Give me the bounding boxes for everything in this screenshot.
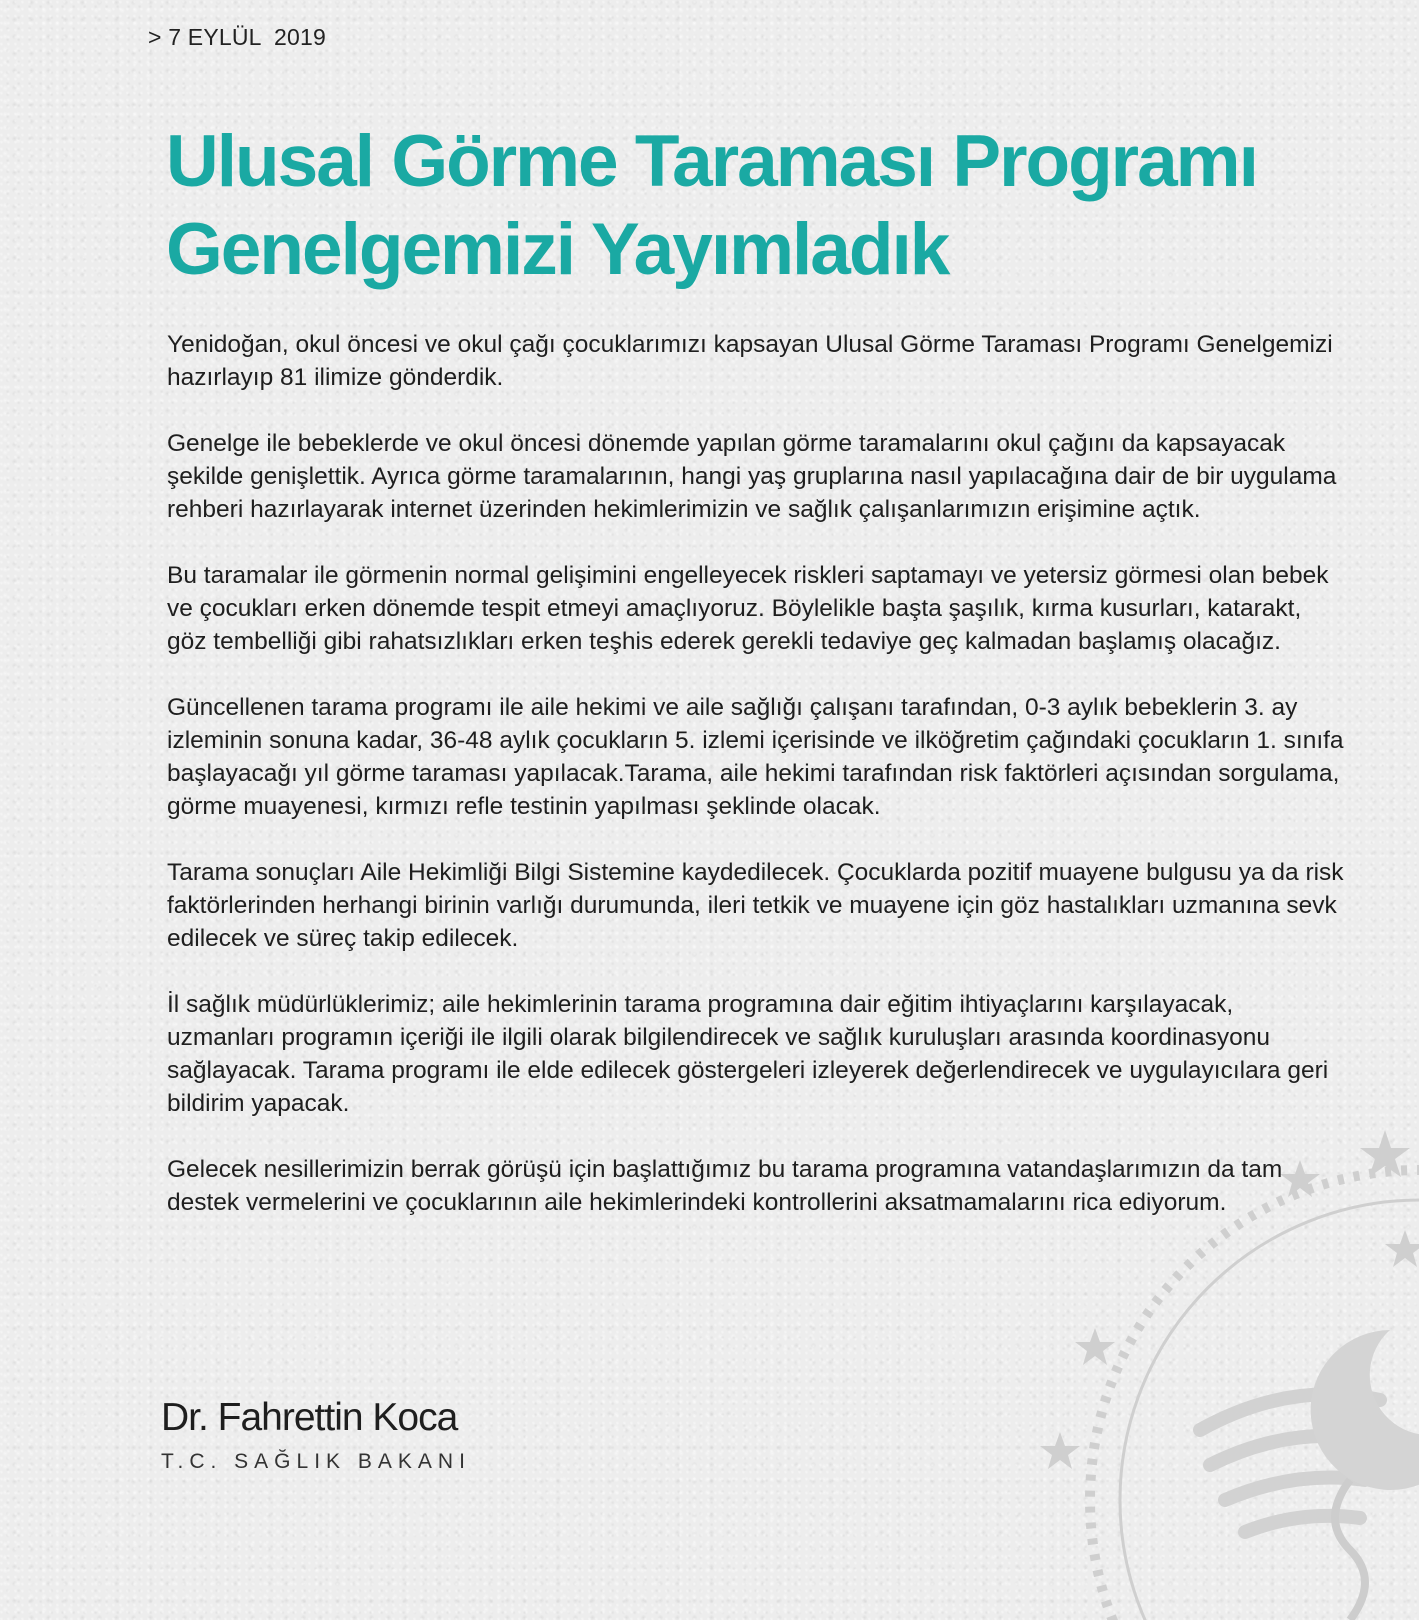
signatory-title: T.C. SAĞLIK BAKANI — [161, 1450, 471, 1473]
page-title-line-2: Genelgemizi Yayımladık — [166, 209, 949, 290]
paragraph: Bu taramalar ile görmenin normal gelişimini engelleyecek riskleri saptamayı ve yetersiz görmesi olan bebek ve çocukları erken dönemde tespit etmeyi amaçlıyoruz. Böylelikle başta şaşılık, kırma kusurları, katarakt, göz tembelliği gibi rahatsızlıkları erken teşhis ederek gerekli tedaviye geç kalmadan başlamış olacağız. — [167, 562, 1329, 655]
letter-body — [167, 328, 1347, 1252]
paragraph: İl sağlık müdürlüklerimiz; aile hekimlerinin tarama programına dair eğitim ihtiyaçlarını karşılayacak, uzmanları programın içeriği ile ilgili olarak bilgilendirecek ve sağlık kuruluşları arasında koordinasyonu sağlayacak. Tarama programı ile elde edilecek göstergeleri izleyerek değerlendirecek ve uygulayıcılara geri bildirim yapacak. — [167, 991, 1329, 1117]
paragraph: Gelecek nesillerimizin berrak görüşü için başlattığımız bu tarama programına vatandaşlarımızın da tam destek vermelerini ve çocuklarının aile hekimlerindeki kontrollerini aksatmamalarını rica ediyorum. — [167, 1156, 1283, 1216]
publication-date: > 7 EYLÜL 2019 — [148, 24, 326, 50]
signature-block — [161, 1396, 471, 1474]
page-title-line-1: Ulusal Görme Taraması Programı — [166, 121, 1257, 202]
paragraph: Güncellenen tarama programı ile aile hekimi ve aile sağlığı çalışanı tarafından, 0-3 aylık bebeklerin 3. ay izleminin sonuna kadar, 36-48 aylık çocukların 5. izlemi içerisinde ve ilköğretim çağındaki çocukların 1. sınıfa başlayacağı yıl görme taraması yapılacak.Tarama, aile hekimi tarafından risk faktörleri açısından sorgulama, görme muayenesi, kırmızı refle testinin yapılması şeklinde olacak. — [167, 694, 1344, 820]
paragraph: Genelge ile bebeklerde ve okul öncesi dönemde yapılan görme taramalarını okul çağını da kapsayacak şekilde genişlettik. Ayrıca görme taramalarının, hangi yaş gruplarına nasıl yapılacağına dair de bir uygulama rehberi hazırlayarak internet üzerinden hekimlerimizin ve sağlık çalışanlarımızın erişimine açtık. — [167, 430, 1337, 523]
paragraph: Tarama sonuçları Aile Hekimliği Bilgi Sistemine kaydedilecek. Çocuklarda pozitif muayene bulgusu ya da risk faktörlerinden herhangi birinin varlığı durumunda, ileri tetkik ve muayene için göz hastalıkları uzmanına sevk edilecek ve süreç takip edilecek. — [167, 859, 1344, 952]
page-title — [166, 118, 1366, 294]
signatory-name: Dr. Fahrettin Koca — [161, 1396, 458, 1439]
paragraph: Yenidoğan, okul öncesi ve okul çağı çocuklarımızı kapsayan Ulusal Görme Taraması Programı Genelgemizi hazırlayıp 81 ilimize gönderdik. — [167, 331, 1333, 391]
